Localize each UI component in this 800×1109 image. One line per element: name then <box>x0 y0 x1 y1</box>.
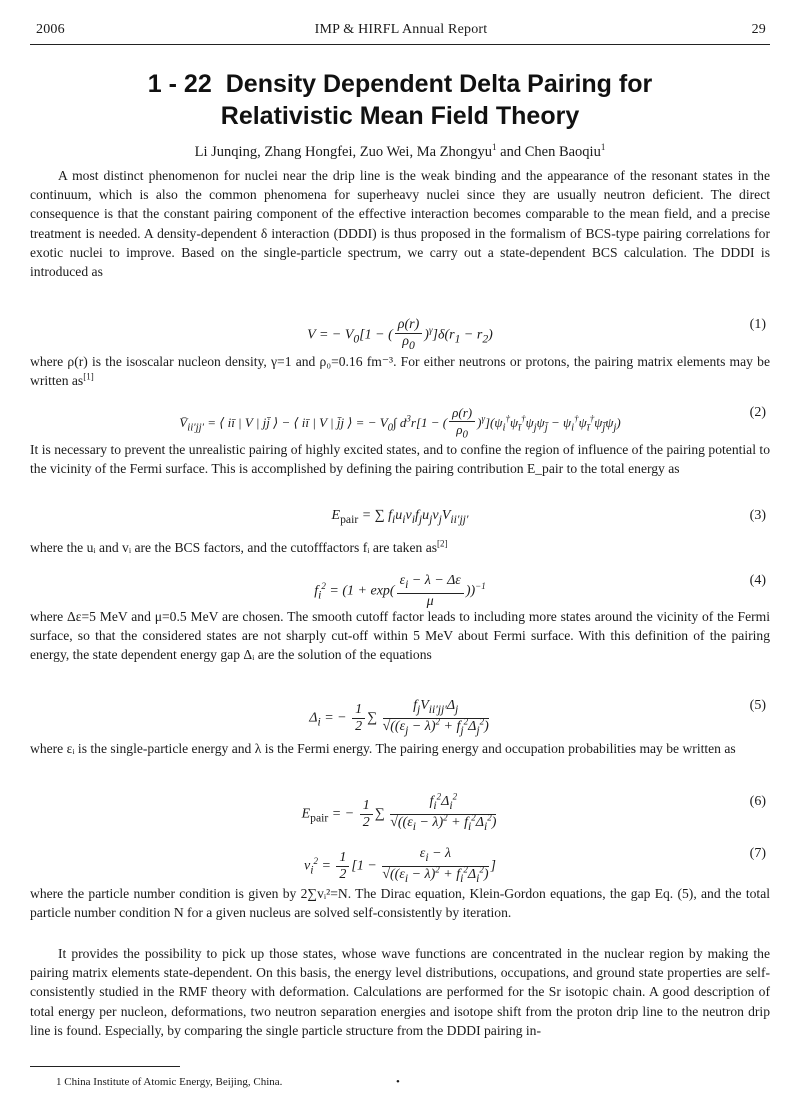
paragraph-bcs-factors-text: where the uᵢ and vᵢ are the BCS factors, and the cutofffactors fᵢ are taken as <box>30 540 438 555</box>
equation-3-expression: $E_{pair}$ = ∑ $f_iu_iv_if_ju_jv_jV_{ii'jj'}$ <box>331 508 469 526</box>
authors-and: and Chen Baoqiu <box>496 144 601 160</box>
running-header <box>36 22 766 44</box>
affiliation-mark: 1 <box>492 142 497 153</box>
paragraph-bcs-factors <box>30 538 770 557</box>
reference-mark: [2] <box>437 538 448 549</box>
footnote-rule <box>30 1066 180 1067</box>
reference-mark: [1] <box>83 371 94 382</box>
equation-4-expression: $f_i^2 = (1 + \exp$( $\frac{\varepsilon_i - \lambda - \Delta\varepsilon}{\mu}$ ))$^{-1}$ <box>314 573 486 609</box>
authors-main: Li Junqing, Zhang Hongfei, Zuo Wei, Ma Zhongyu <box>194 144 493 160</box>
equation-number: (7) <box>749 846 766 861</box>
title-line-1: Density Dependent Delta Pairing for <box>225 70 653 98</box>
paragraph-cutoff: It is necessary to prevent the unrealistic pairing of highly excited states, and to confine the region of influence of the pairing potential to the vicinity of the Fermi surface. This is accomplished by defining the pairing contribution E_pair to the total energy as <box>30 442 770 477</box>
equation-number: (5) <box>749 698 766 713</box>
equation-1-expression: V = − $V_0[1$ − ( $\frac{\rho(r)}{\rho_0}$ )$^\gamma]\delta(r_1 - r_2)$ <box>307 317 493 352</box>
paragraph-fermi: where εᵢ is the single-particle energy and λ is the Fermi energy. The pairing energy and occupation probabilities may be written as <box>30 741 736 756</box>
header-journal: IMP & HIRFL Annual Report <box>314 22 488 37</box>
paragraph-gap: where Δε=5 MeV and μ=0.5 MeV are chosen. The smooth cutoff factor leads to including more states around the vicinity of the Fermi surface, so that the considered states are not sharply cut-off within 5 MeV about Fermi surface. With this definition of the pairing energy, the state dependent energy gap Δᵢ are the solution of the equations <box>30 609 770 663</box>
equation-6-expression: $E_{pair}$ = − $\frac{1}{2}$ ∑ $\frac{f_i^2\Delta_i^2}{√((\varepsilon_i - \lambda)^2 + f_i^2\Delta_i^2)}$ <box>301 791 497 833</box>
title-line-2: Relativistic Mean Field Theory <box>220 102 580 130</box>
header-page-number: 29 <box>751 22 766 37</box>
article-title <box>30 68 770 132</box>
page-mark: • <box>396 1076 400 1088</box>
equation-7-expression: $v_i^2$ = $\frac{1}{2}$ [1 − $\frac{\varepsilon_i - \lambda}{√((\varepsilon_i - \lambda)^2 + f_i^2\Delta_i^2)}$ ] <box>304 846 496 885</box>
equation-number: (3) <box>749 508 766 523</box>
paragraph-density-text: where ρ(r) is the isoscalar nucleon density, γ=1 and ρ₀=0.16 fm⁻³. For either neutrons or protons, the pairing matrix elements may be written as <box>30 354 770 389</box>
paragraph-intro: A most distinct phenomenon for nuclei near the drip line is the weak binding and the appearance of the resonant states in the continuum, which is also the common phenomena for superheavy nuclei since they are usually neutron deficient. The direct consequence is that the constant pairing component of the effective interaction becomes comparable to the mean field, and a precise treatment is needed. A density-dependent δ interaction (DDDI) is thus proposed in the formalism of BCS-type pairing correlations for exotic nuclei to improve. Based on the single-particle spectrum, we carry out a state-dependent BCS calculation. The DDDI is introduced as <box>30 168 770 280</box>
article-number: 1 - 22 <box>147 70 212 98</box>
paragraph-density <box>30 352 770 390</box>
equation-2 <box>30 397 770 441</box>
equation-3 <box>30 500 770 534</box>
equation-5-expression: $\Delta_i$ = − $\frac{1}{2}$ ∑ $\frac{f_jV_{ii'jj'}\Delta_j}{√((\varepsilon_j - \lambda)^2 + f_j^2\Delta_j^2)}$ <box>309 698 489 737</box>
equation-5 <box>30 690 770 737</box>
footnote-affiliation: 1 China Institute of Atomic Energy, Beijing, China. <box>56 1076 283 1088</box>
affiliation-mark: 1 <box>600 142 606 153</box>
equation-2-expression: $V̄_{ii'jj'}$ = ⟨ iī | V | jj̄ ⟩ − ⟨ iī | V | j̄j ⟩ = − $V_0\int$ $d^3r[1$ − ( $\frac{\rho(r)}{\rho_0}$ )$^\gamma](\psi_i^\dagger\psi_ī^\dagger\psi_j\psi_{j̄} - \psi_i^\dagger\psi_ī^\dagger\psi_{j̄}\psi_j)$ <box>179 405 621 441</box>
equation-number: (4) <box>749 573 766 588</box>
equation-7 <box>30 838 770 885</box>
equation-number: (1) <box>749 317 766 332</box>
author-list <box>30 144 770 161</box>
paragraph-particle-number: where the particle number condition is given by 2∑vᵢ²=N. The Dirac equation, Klein-Gordon equations, the gap Eq. (5), and the total particle number condition N for a given nucleus are solved self-consistently by iteration. <box>30 886 770 921</box>
equation-number: (2) <box>749 405 766 420</box>
header-rule <box>30 44 770 45</box>
paragraph-results: It provides the possibility to pick up those states, whose wave functions are concentrated in the nuclear region by making the pairing matrix elements state-dependent. On this basis, the energy level distributions, occupations, and ground state properties are self-consistently studied in the RMF theory with deformation. Calculations are performed for the Sr isotopic chain. A good description of total energy per nucleon, deformations, two neutron separation energies and isotope shift from the proton drip line to the neutron drip line is found. Especially, by comparing the single particle structure from the DDDI pairing in- <box>30 946 770 1038</box>
equation-4 <box>30 565 770 609</box>
equation-1 <box>30 309 770 352</box>
header-year: 2006 <box>36 22 65 37</box>
equation-6 <box>30 786 770 833</box>
equation-number: (6) <box>749 794 766 809</box>
